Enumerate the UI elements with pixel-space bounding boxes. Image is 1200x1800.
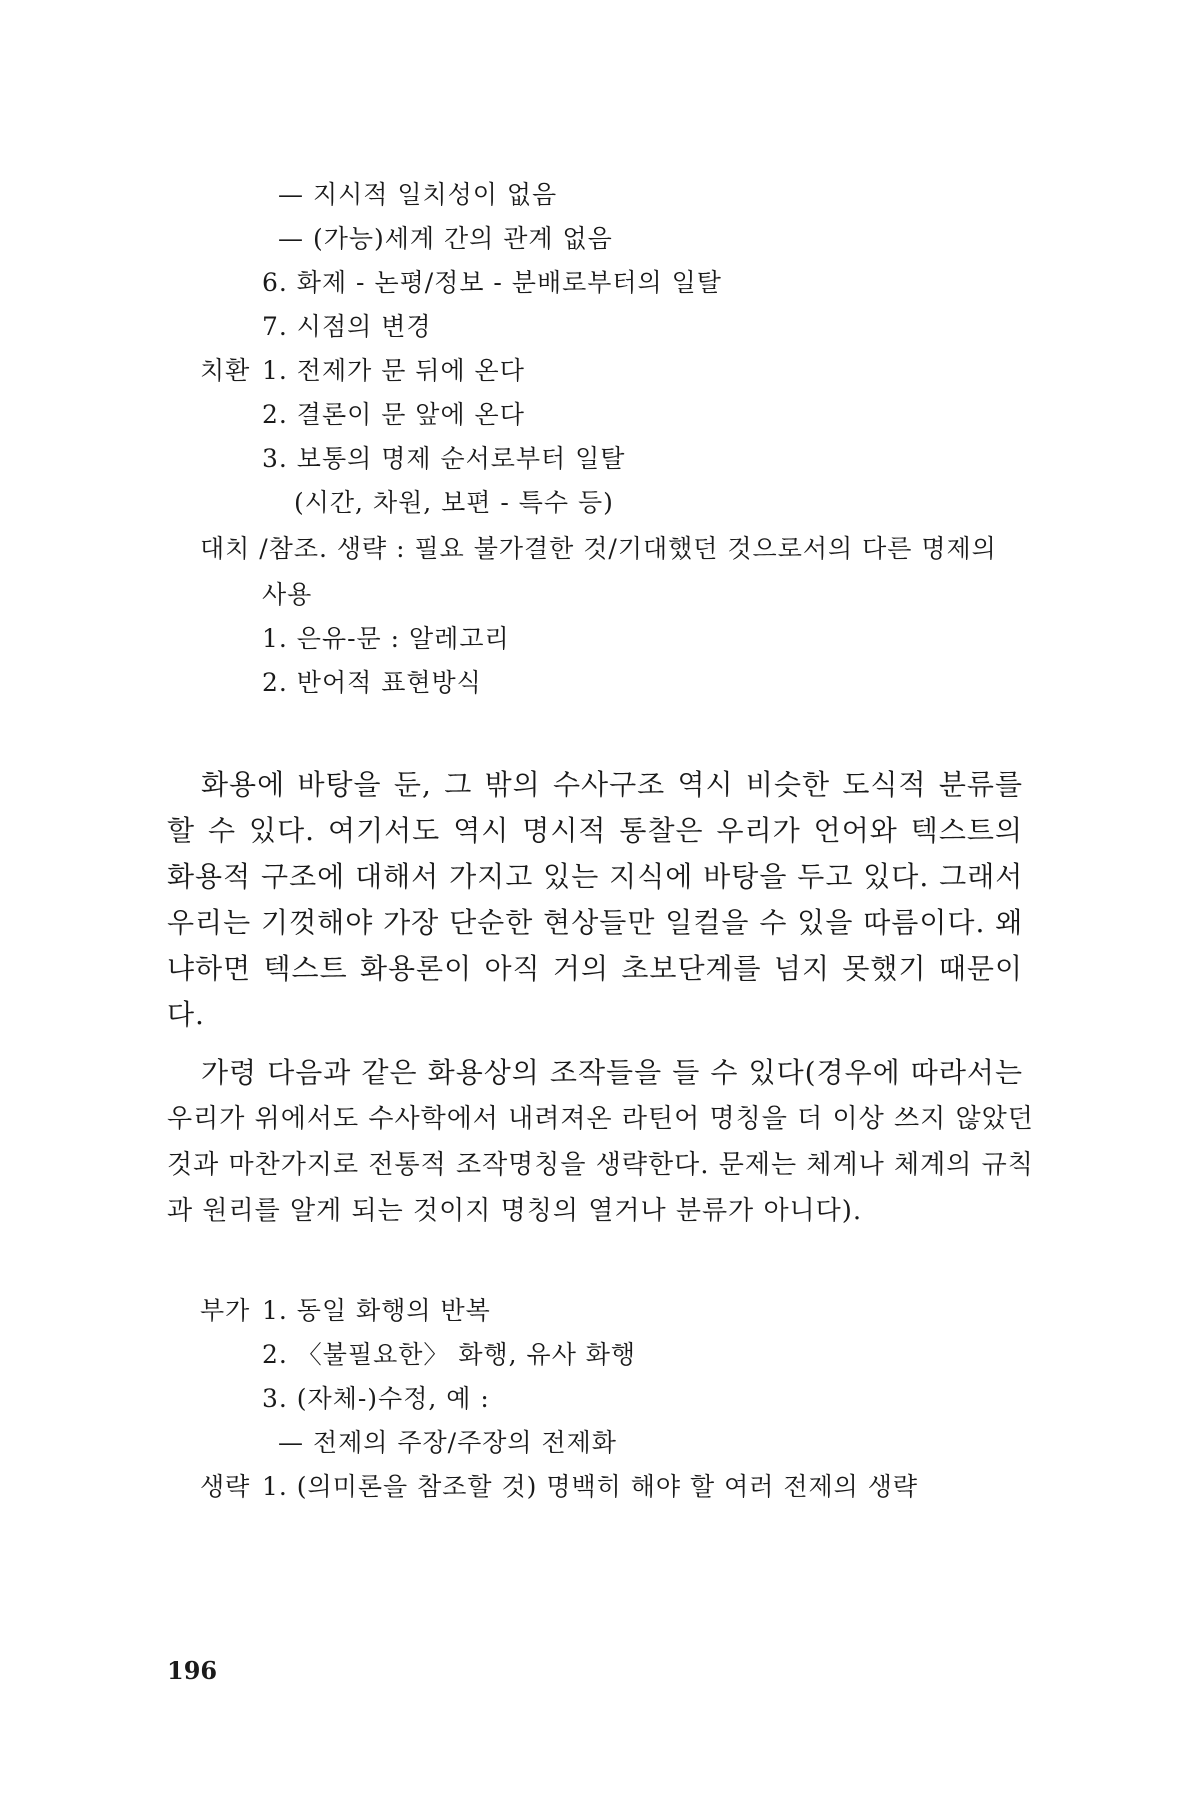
paragraph-line: 우리가 위에서도 수사학에서 내려져온 라틴어 명칭을 더 이상 쓰지 않았던 [167,1104,1034,1134]
list-item: 3. 보통의 명제 순서로부터 일탈 [262,444,626,473]
page-number: 196 [167,1656,218,1685]
paragraph-line: 우리는 기껏해야 가장 단순한 현상들만 일컬을 수 있을 따름이다. 왜 [167,906,1024,939]
list-item: 1. 은유-문 : 알레고리 [262,624,510,653]
term-addition: 부가 [200,1296,251,1325]
list-item: — 전제의 주장/주장의 전제화 [278,1428,617,1457]
list-item: 1. (의미론을 참조할 것) 명백히 해야 할 여러 전제의 생략 [262,1472,919,1501]
paragraph-line: 냐하면 텍스트 화용론이 아직 거의 초보단계를 넘지 못했기 때문이 [167,952,1023,985]
paragraph-line: 과 원리를 알게 되는 것이지 명칭의 열거나 분류가 아니다). [167,1196,863,1226]
list-item: 6. 화제 - 논평/정보 - 분배로부터의 일탈 [262,268,722,297]
list-item: — (가능)세계 간의 관계 없음 [278,224,613,253]
list-item: 2. 결론이 문 앞에 온다 [262,400,525,429]
list-item: 2. 〈불필요한〉 화행, 유사 화행 [262,1340,637,1369]
list-item: — 지시적 일치성이 없음 [278,180,558,209]
list-item: 3. (자체-)수정, 예 : [262,1384,490,1413]
term-substitution: 치환 [200,356,251,385]
list-item: (시간, 차원, 보편 - 특수 등) [294,488,614,517]
paragraph-line: 다. [167,998,205,1031]
term-replacement: 대치 /참조. 생략 : 필요 불가결한 것/기대했던 것으로서의 다른 명제의 [200,534,997,563]
term-omission: 생략 [200,1472,251,1501]
paragraph-line: 할 수 있다. 여기서도 역시 명시적 통찰은 우리가 언어와 텍스트의 [167,814,1023,847]
paragraph-line: 것과 마찬가지로 전통적 조작명칭을 생략한다. 문제는 체계나 체계의 규칙 [167,1150,1034,1180]
paragraph-line: 가령 다음과 같은 화용상의 조작들을 들 수 있다(경우에 따라서는 [201,1056,1023,1089]
list-item: 2. 반어적 표현방식 [262,668,482,697]
paragraph-line: 화용적 구조에 대해서 가지고 있는 지식에 바탕을 두고 있다. 그래서 [167,860,1024,893]
list-item: 사용 [262,580,313,609]
list-item: 1. 전제가 문 뒤에 온다 [262,356,525,385]
paragraph-line: 화용에 바탕을 둔, 그 밖의 수사구조 역시 비슷한 도식적 분류를 [201,768,1023,801]
list-item: 1. 동일 화행의 반복 [262,1296,491,1325]
list-item: 7. 시점의 변경 [262,312,432,341]
